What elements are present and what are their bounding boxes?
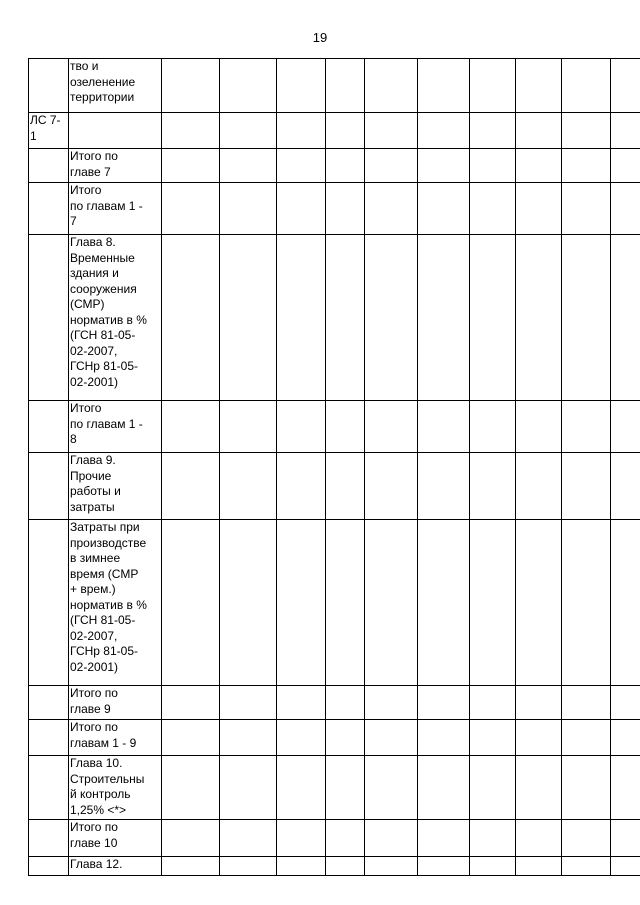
row-name-cell: тво и озеленение территории bbox=[69, 59, 162, 113]
empty-value-cell bbox=[365, 857, 418, 876]
empty-value-cell bbox=[470, 59, 516, 113]
empty-value-cell bbox=[326, 453, 365, 520]
empty-value-cell bbox=[220, 820, 277, 857]
empty-value-cell bbox=[162, 857, 220, 876]
empty-value-cell bbox=[365, 520, 418, 686]
empty-value-cell bbox=[562, 235, 611, 401]
row-name-cell: Итого по главам 1 - 7 bbox=[69, 183, 162, 235]
empty-value-cell bbox=[418, 235, 470, 401]
empty-value-cell bbox=[611, 820, 640, 857]
empty-value-cell bbox=[365, 401, 418, 453]
empty-value-cell bbox=[418, 453, 470, 520]
empty-value-cell bbox=[418, 59, 470, 113]
empty-value-cell bbox=[516, 720, 562, 756]
row-name-cell bbox=[69, 113, 162, 149]
empty-value-cell bbox=[220, 453, 277, 520]
empty-value-cell bbox=[277, 756, 326, 820]
empty-value-cell bbox=[277, 401, 326, 453]
row-code-cell bbox=[29, 756, 69, 820]
empty-value-cell bbox=[611, 686, 640, 720]
empty-value-cell bbox=[418, 520, 470, 686]
empty-value-cell bbox=[516, 59, 562, 113]
row-name-cell: Глава 10. Строительны й контроль 1,25% <*> bbox=[69, 756, 162, 820]
empty-value-cell bbox=[562, 520, 611, 686]
empty-value-cell bbox=[162, 59, 220, 113]
empty-value-cell bbox=[470, 453, 516, 520]
empty-value-cell bbox=[326, 756, 365, 820]
row-name-cell: Затраты при производстве в зимнее время (СМР + врем.) норматив в % (ГСН 81-05- 02-2007, ГСНр 81-05- 02-2001) bbox=[69, 520, 162, 686]
empty-value-cell bbox=[162, 453, 220, 520]
empty-value-cell bbox=[470, 520, 516, 686]
empty-value-cell bbox=[365, 453, 418, 520]
empty-value-cell bbox=[365, 59, 418, 113]
empty-value-cell bbox=[220, 686, 277, 720]
row-code-cell bbox=[29, 720, 69, 756]
empty-value-cell bbox=[326, 820, 365, 857]
empty-value-cell bbox=[365, 720, 418, 756]
empty-value-cell bbox=[611, 183, 640, 235]
empty-value-cell bbox=[562, 183, 611, 235]
empty-value-cell bbox=[470, 756, 516, 820]
row-name-cell: Итого по главе 10 bbox=[69, 820, 162, 857]
empty-value-cell bbox=[365, 113, 418, 149]
empty-value-cell bbox=[162, 235, 220, 401]
table-row bbox=[29, 686, 640, 720]
row-code-cell bbox=[29, 59, 69, 113]
empty-value-cell bbox=[365, 686, 418, 720]
empty-value-cell bbox=[516, 686, 562, 720]
row-name-cell: Глава 8. Временные здания и сооружения (СМР) норматив в % (ГСН 81-05- 02-2007, ГСНр 81-05- 02-2001) bbox=[69, 235, 162, 401]
empty-value-cell bbox=[326, 235, 365, 401]
empty-value-cell bbox=[562, 720, 611, 756]
row-name-cell: Глава 12. bbox=[69, 857, 162, 876]
empty-value-cell bbox=[516, 520, 562, 686]
empty-value-cell bbox=[611, 149, 640, 183]
empty-value-cell bbox=[162, 149, 220, 183]
empty-value-cell bbox=[326, 113, 365, 149]
empty-value-cell bbox=[326, 149, 365, 183]
empty-value-cell bbox=[365, 756, 418, 820]
row-code-cell bbox=[29, 183, 69, 235]
empty-value-cell bbox=[562, 401, 611, 453]
empty-value-cell bbox=[162, 820, 220, 857]
table-row bbox=[29, 857, 640, 876]
empty-value-cell bbox=[470, 401, 516, 453]
empty-value-cell bbox=[365, 183, 418, 235]
empty-value-cell bbox=[277, 857, 326, 876]
empty-value-cell bbox=[326, 686, 365, 720]
empty-value-cell bbox=[562, 149, 611, 183]
empty-value-cell bbox=[470, 149, 516, 183]
table-row bbox=[29, 59, 640, 113]
empty-value-cell bbox=[220, 720, 277, 756]
empty-value-cell bbox=[277, 520, 326, 686]
empty-value-cell bbox=[470, 113, 516, 149]
empty-value-cell bbox=[562, 857, 611, 876]
empty-value-cell bbox=[326, 720, 365, 756]
table-row bbox=[29, 720, 640, 756]
empty-value-cell bbox=[611, 59, 640, 113]
table-row bbox=[29, 820, 640, 857]
table-row bbox=[29, 756, 640, 820]
empty-value-cell bbox=[162, 756, 220, 820]
empty-value-cell bbox=[277, 686, 326, 720]
table-row bbox=[29, 235, 640, 401]
row-code-cell bbox=[29, 453, 69, 520]
empty-value-cell bbox=[418, 149, 470, 183]
empty-value-cell bbox=[220, 401, 277, 453]
empty-value-cell bbox=[516, 820, 562, 857]
row-code-cell bbox=[29, 686, 69, 720]
empty-value-cell bbox=[611, 520, 640, 686]
empty-value-cell bbox=[470, 686, 516, 720]
empty-value-cell bbox=[470, 235, 516, 401]
empty-value-cell bbox=[470, 720, 516, 756]
empty-value-cell bbox=[418, 857, 470, 876]
row-code-cell bbox=[29, 820, 69, 857]
empty-value-cell bbox=[365, 149, 418, 183]
table-row bbox=[29, 113, 640, 149]
table-row bbox=[29, 149, 640, 183]
row-name-cell: Глава 9. Прочие работы и затраты bbox=[69, 453, 162, 520]
empty-value-cell bbox=[220, 857, 277, 876]
empty-value-cell bbox=[562, 113, 611, 149]
empty-value-cell bbox=[516, 183, 562, 235]
empty-value-cell bbox=[162, 520, 220, 686]
empty-value-cell bbox=[277, 820, 326, 857]
empty-value-cell bbox=[162, 686, 220, 720]
empty-value-cell bbox=[162, 720, 220, 756]
empty-value-cell bbox=[418, 720, 470, 756]
empty-value-cell bbox=[365, 235, 418, 401]
empty-value-cell bbox=[418, 113, 470, 149]
empty-value-cell bbox=[470, 857, 516, 876]
row-code-cell bbox=[29, 235, 69, 401]
empty-value-cell bbox=[418, 820, 470, 857]
empty-value-cell bbox=[470, 183, 516, 235]
empty-value-cell bbox=[220, 113, 277, 149]
empty-value-cell bbox=[277, 113, 326, 149]
empty-value-cell bbox=[516, 235, 562, 401]
empty-value-cell bbox=[162, 183, 220, 235]
empty-value-cell bbox=[220, 183, 277, 235]
empty-value-cell bbox=[562, 756, 611, 820]
row-name-cell: Итого по главе 7 bbox=[69, 149, 162, 183]
empty-value-cell bbox=[277, 720, 326, 756]
empty-value-cell bbox=[326, 183, 365, 235]
row-name-cell: Итого по главе 9 bbox=[69, 686, 162, 720]
estimate-table bbox=[28, 58, 640, 876]
empty-value-cell bbox=[220, 520, 277, 686]
empty-value-cell bbox=[162, 401, 220, 453]
empty-value-cell bbox=[562, 686, 611, 720]
table-row bbox=[29, 183, 640, 235]
empty-value-cell bbox=[277, 453, 326, 520]
table-row bbox=[29, 453, 640, 520]
empty-value-cell bbox=[470, 820, 516, 857]
empty-value-cell bbox=[277, 235, 326, 401]
empty-value-cell bbox=[516, 453, 562, 520]
row-name-cell: Итого по главам 1 - 8 bbox=[69, 401, 162, 453]
empty-value-cell bbox=[611, 113, 640, 149]
empty-value-cell bbox=[220, 756, 277, 820]
row-name-cell: Итого по главам 1 - 9 bbox=[69, 720, 162, 756]
empty-value-cell bbox=[611, 401, 640, 453]
empty-value-cell bbox=[516, 113, 562, 149]
empty-value-cell bbox=[562, 59, 611, 113]
empty-value-cell bbox=[611, 453, 640, 520]
empty-value-cell bbox=[326, 857, 365, 876]
empty-value-cell bbox=[516, 857, 562, 876]
empty-value-cell bbox=[326, 401, 365, 453]
empty-value-cell bbox=[418, 756, 470, 820]
page-number: 19 bbox=[312, 30, 328, 45]
row-code-cell bbox=[29, 857, 69, 876]
empty-value-cell bbox=[516, 756, 562, 820]
row-code-cell bbox=[29, 401, 69, 453]
row-code-cell bbox=[29, 520, 69, 686]
empty-value-cell bbox=[562, 453, 611, 520]
table-row bbox=[29, 401, 640, 453]
empty-value-cell bbox=[516, 149, 562, 183]
table-row bbox=[29, 520, 640, 686]
empty-value-cell bbox=[277, 183, 326, 235]
empty-value-cell bbox=[418, 401, 470, 453]
empty-value-cell bbox=[611, 857, 640, 876]
empty-value-cell bbox=[162, 113, 220, 149]
empty-value-cell bbox=[277, 59, 326, 113]
empty-value-cell bbox=[326, 59, 365, 113]
empty-value-cell bbox=[277, 149, 326, 183]
empty-value-cell bbox=[611, 235, 640, 401]
empty-value-cell bbox=[220, 149, 277, 183]
empty-value-cell bbox=[611, 720, 640, 756]
empty-value-cell bbox=[611, 756, 640, 820]
empty-value-cell bbox=[516, 401, 562, 453]
row-code-cell bbox=[29, 149, 69, 183]
empty-value-cell bbox=[418, 183, 470, 235]
empty-value-cell bbox=[326, 520, 365, 686]
empty-value-cell bbox=[365, 820, 418, 857]
empty-value-cell bbox=[562, 820, 611, 857]
empty-value-cell bbox=[220, 59, 277, 113]
empty-value-cell bbox=[418, 686, 470, 720]
row-code-cell: ЛС 7- 1 bbox=[29, 113, 69, 149]
empty-value-cell bbox=[220, 235, 277, 401]
